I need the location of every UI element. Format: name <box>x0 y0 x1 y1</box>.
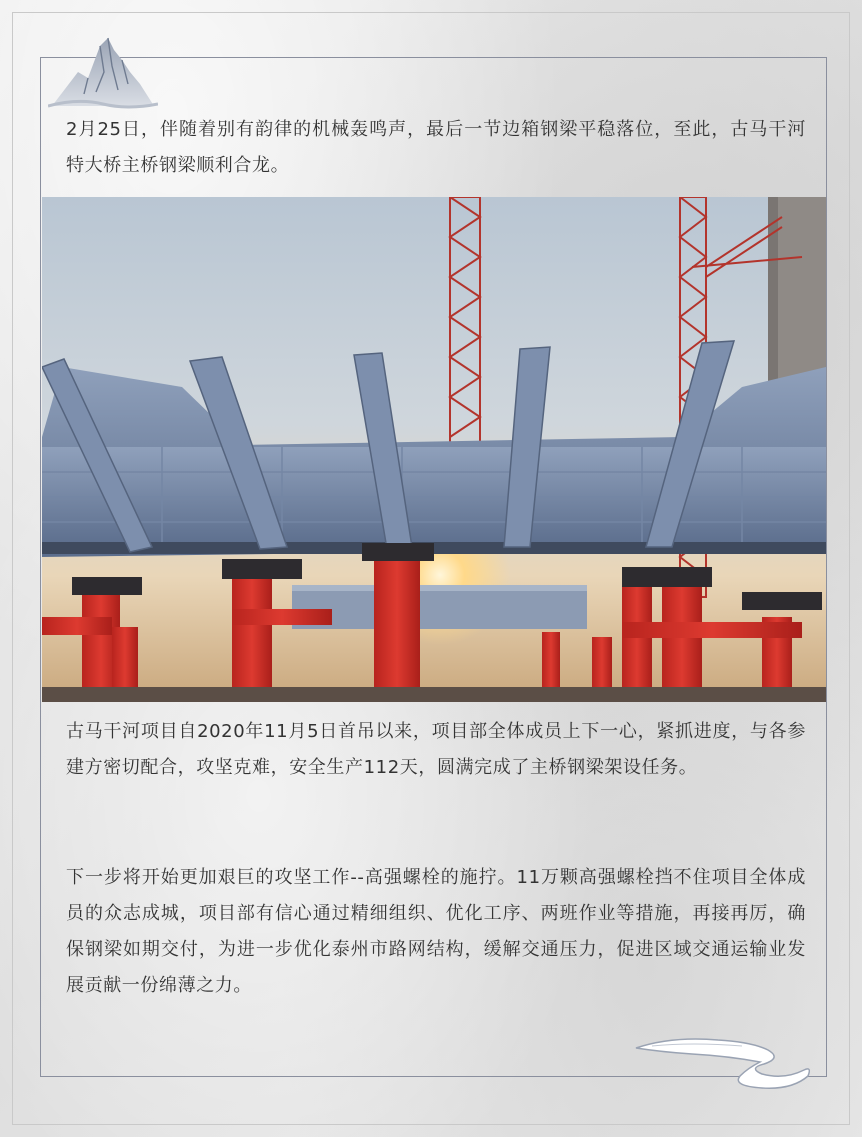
bridge-construction-photo <box>42 197 826 702</box>
next-steps-paragraph: 下一步将开始更加艰巨的攻坚工作--高强螺栓的施拧。11万颗高强螺栓挡不住项目全体成员的众志成城，项目部有信心通过精细组织、优化工序、两班作业等措施，再接再厉，确保钢梁如期交付，为进一步优化泰州市路网结构，缓解交通压力，促进区域交通运输业发展贡献一份绵薄之力。 <box>66 867 806 996</box>
cloud-swirl-ornament-icon <box>632 1030 814 1092</box>
mountain-ornament-icon <box>48 32 158 110</box>
intro-paragraph: 2月25日，伴随着别有韵律的机械轰鸣声，最后一节边箱钢梁平稳落位，至此，古马干河特大桥主桥钢梁顺利合龙。 <box>66 119 806 176</box>
progress-paragraph: 古马干河项目自2020年11月5日首吊以来，项目部全体成员上下一心，紧抓进度，与各参建方密切配合，攻坚克难，安全生产112天，圆满完成了主桥钢梁架设任务。 <box>66 721 806 778</box>
